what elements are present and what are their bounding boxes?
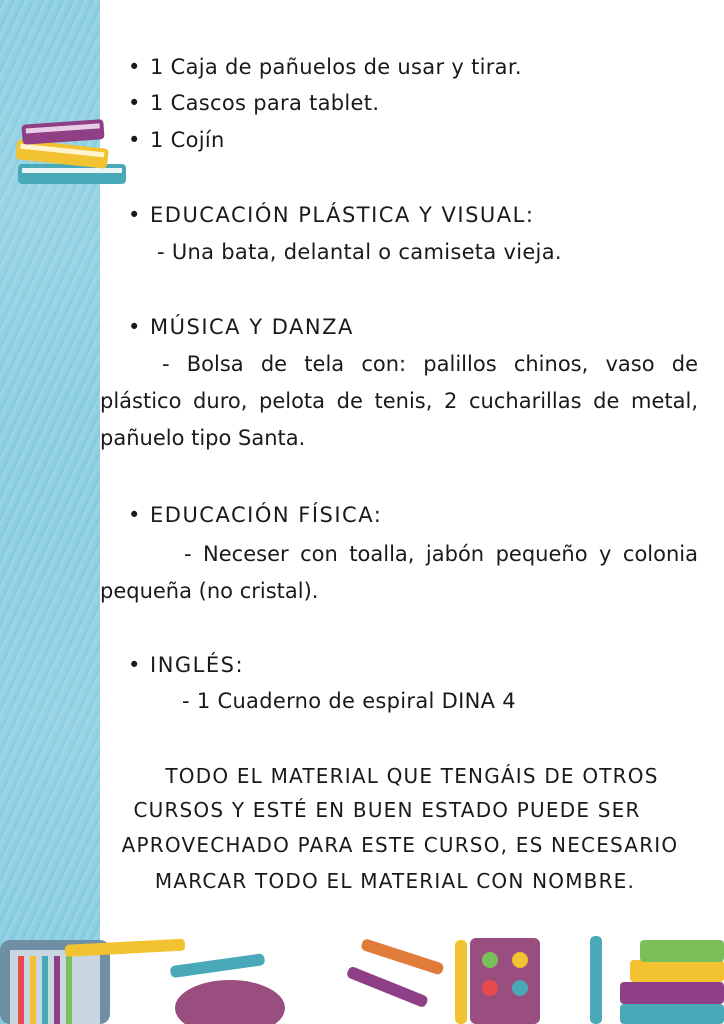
section-title-fisica: • EDUCACIÓN FÍSICA: — [150, 503, 382, 527]
note-line: CURSOS Y ESTÉ EN BUEN ESTADO PUEDE SER — [133, 798, 641, 822]
crayon-icon — [360, 938, 445, 976]
fountain-pen-icon — [590, 936, 602, 1024]
book-icon — [620, 982, 724, 1004]
backpack-icon — [175, 980, 285, 1024]
marker-icon — [455, 940, 467, 1024]
pencil-icon — [170, 953, 266, 978]
crayon-icon — [346, 965, 429, 1008]
section-title-musica: • MÚSICA Y DANZA — [150, 315, 354, 339]
list-item: • 1 Cascos para tablet. — [150, 91, 379, 115]
note-line: TODO EL MATERIAL QUE TENGÁIS DE OTROS — [165, 764, 659, 788]
books-stack-icon — [12, 112, 132, 202]
section-text-fisica: - Neceser con toalla, jabón pequeño y colonia pequeña (no cristal). — [100, 542, 698, 603]
section-title-ingles: • INGLÉS: — [150, 653, 244, 677]
list-item: • 1 Cojín — [150, 128, 225, 152]
school-supplies-illustration — [0, 930, 724, 1024]
paint-palette-icon — [470, 938, 540, 1024]
section-title-plastica: • EDUCACIÓN PLÁSTICA Y VISUAL: — [150, 203, 534, 227]
list-item: • 1 Caja de pañuelos de usar y tirar. — [150, 55, 522, 79]
section-text-ingles: - 1 Cuaderno de espiral DINA 4 — [182, 689, 516, 713]
section-text-musica: - Bolsa de tela con: palillos chinos, vaso de plástico duro, pelota de tenis, 2 cucharillas de metal, pañuelo tipo Santa. — [100, 352, 698, 450]
note-line: MARCAR TODO EL MATERIAL CON NOMBRE. — [154, 869, 636, 893]
section-text-plastica: - Una bata, delantal o camiseta vieja. — [157, 240, 562, 264]
note-line: APROVECHADO PARA ESTE CURSO, ES NECESARIO — [121, 833, 679, 857]
